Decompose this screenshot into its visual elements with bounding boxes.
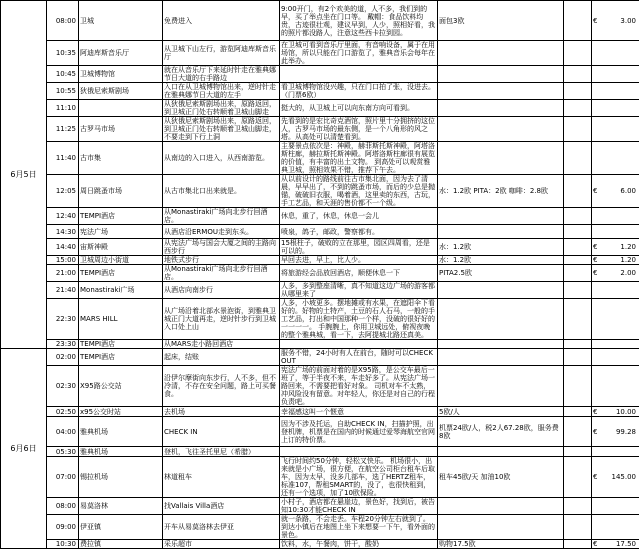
time-cell: 02:00: [47, 349, 79, 366]
place-cell: 易莫洛林: [79, 498, 163, 515]
amount-cell: [592, 299, 639, 340]
notes-cell: 就一条路，不会走丢。车程20分钟左右就到了。 到达小镇后在地图上坐下来想要一下午，看外面的景色。: [280, 515, 438, 540]
place-cell: MARS HILL: [79, 299, 163, 340]
table-row: [1, 349, 639, 366]
table-row: [1, 208, 639, 225]
budget-cell: 面包3欧: [438, 1, 564, 41]
notes-cell: 在卫城可看到音乐厅里面，有音响设备，属于在用场馆，所以只能在门口游览了，雅典音乐会每年在此举办。: [280, 41, 438, 66]
activity-cell: 免费进入: [163, 1, 280, 41]
day-label: 6月5日: [1, 1, 47, 349]
place-cell: 雅典机场: [79, 447, 163, 457]
notes-cell: 饮料，水，午餐肉，饼干，酸奶: [280, 540, 438, 549]
table-row: [1, 142, 639, 175]
activity-cell: 登机，飞往圣托里尼（希腊）: [163, 447, 280, 457]
place-cell: TEMPI酒店: [79, 340, 163, 349]
budget-cell: PITA2.5欧: [438, 265, 564, 282]
table-row: [1, 498, 639, 515]
time-cell: 08:00: [47, 498, 79, 515]
notes-cell: 人多，多到整座清晰，真不知道这边广场的游客都从哪里来了: [280, 282, 438, 299]
place-cell: [79, 100, 163, 117]
notes-cell: 小村子，酒店都在悬崖边，景色好，找到后，被告知10:30才能CHECK IN: [280, 498, 438, 515]
amount-value: 1.20: [620, 256, 636, 264]
currency-symbol: €: [593, 473, 597, 481]
spacer-cell: [564, 340, 592, 349]
spacer-cell: [564, 41, 592, 66]
time-cell: 15:00: [47, 256, 79, 265]
time-cell: 23:30: [47, 340, 79, 349]
table-row: [1, 540, 639, 549]
spacer-cell: [564, 349, 592, 366]
notes-cell: 宪法广场的前面对着的是X95路，是公交车最后一班了，等于半夜不来，车走好多了。从宪法广场一路回来，不需要把看好对象。 司机对车不太熟，冲风险没有留意。对年轻人，你还是对自己的行程负责吧。: [280, 366, 438, 407]
place-cell: 卫城博物馆: [79, 66, 163, 83]
notes-cell: 9:00开门，有2个欢美的道，人不多，我们到的早，买了举点坐在门口等。 戴帽：食品饮料均贵，古迹很壮观，建议早到，人少，照相好看，我的照片都没路人，注意这些西卡拉到园。: [280, 1, 438, 41]
spacer-cell: [564, 366, 592, 407]
spacer-cell: [564, 100, 592, 117]
amount-value: 3.00: [620, 17, 636, 25]
amount-cell: [592, 41, 639, 66]
notes-cell: 从以前设计的路线前往古市集北面，因为去了清晨，早早出了，不到的跳蚤市场，而后的少总是抛锚，破破旧衣服，喝着酒，这里卖的东西，古玩，手工艺品，和天涯的售价都不一个级。: [280, 175, 438, 208]
table-row: [1, 83, 639, 100]
time-cell: 10:35: [47, 41, 79, 66]
spacer-cell: [564, 225, 592, 239]
notes-cell: 因为不涉及托运，自助CHECK IN，扫描护照，出登机牌，机票是在国内的时候通过爱琴海航空官网上订的特价票。: [280, 417, 438, 447]
table-row: [1, 417, 639, 447]
activity-cell: 采乐超市: [163, 540, 280, 549]
notes-cell: 服务不错，24小时有人在前台，随时可以CHECK OUT: [280, 349, 438, 366]
table-row: [1, 1, 639, 41]
activity-cell: 起床，结账: [163, 349, 280, 366]
activity-cell: 从Monastiraki广场向北步行回酒店。: [163, 208, 280, 225]
time-cell: 14:40: [47, 239, 79, 256]
place-cell: 狄俄尼索斯剧场: [79, 83, 163, 100]
time-cell: 05:30: [47, 447, 79, 457]
place-cell: 阿迪库斯音乐厅: [79, 41, 163, 66]
spacer-cell: [564, 282, 592, 299]
place-cell: 卫城周边小街道: [79, 256, 163, 265]
amount-cell: [592, 265, 639, 282]
budget-cell: 租车45欧/天 加油10欧: [438, 457, 564, 498]
activity-cell: 从狄俄尼索斯剧场出来，原路返回，到卫城正门处右转顺着卫城山脚走，不要走到下行上洞: [163, 117, 280, 142]
budget-cell: [438, 498, 564, 515]
place-cell: 宪法广场: [79, 225, 163, 239]
amount-cell: [592, 417, 639, 447]
spacer-cell: [564, 299, 592, 340]
budget-cell: [438, 515, 564, 540]
notes-cell: 早回去进，早上，比人少。: [280, 256, 438, 265]
time-cell: 12:05: [47, 175, 79, 208]
amount-value: 99.28: [616, 428, 636, 436]
time-cell: 02:50: [47, 407, 79, 417]
place-cell: 古市集: [79, 142, 163, 175]
time-cell: 14:30: [47, 225, 79, 239]
amount-cell: [592, 66, 639, 83]
activity-cell: 从南边的入口进入，从西南游览。: [163, 142, 280, 175]
place-cell: 卫城: [79, 1, 163, 41]
amount-value: 1.20: [620, 243, 636, 251]
place-cell: 锡拉机场: [79, 457, 163, 498]
table-row: [1, 515, 639, 540]
activity-cell: 地铁式步行: [163, 256, 280, 265]
activity-cell: 从酒店向南步行: [163, 282, 280, 299]
budget-cell: [438, 100, 564, 117]
amount-value: 10.00: [616, 408, 636, 416]
amount-value: 17.50: [616, 540, 636, 548]
amount-cell: [592, 540, 639, 549]
activity-cell: 沿伊尔摩街向东步行，人不多，但不冷清，不存在安全问题，路上可买餐食。: [163, 366, 280, 407]
amount-cell: [592, 239, 639, 256]
activity-cell: 就在从音乐厅下来延时针走在雅典娜节日大道的右手路边: [163, 66, 280, 83]
activity-cell: 找Vallais Villa酒店: [163, 498, 280, 515]
budget-cell: [438, 208, 564, 225]
table-row: [1, 117, 639, 142]
amount-cell: [592, 515, 639, 540]
time-cell: 09:00: [47, 515, 79, 540]
currency-symbol: €: [593, 256, 597, 264]
spacer-cell: [564, 256, 592, 265]
table-row: [1, 265, 639, 282]
spacer-cell: [564, 175, 592, 208]
budget-cell: 水：1.2欧 PITA：2欧 咖啡：2.8欧: [438, 175, 564, 208]
amount-value: 145.00: [612, 473, 637, 481]
table-row: [1, 100, 639, 117]
budget-cell: 水：1.2欧: [438, 239, 564, 256]
notes-cell: 将旅游经会品放回酒店，顺便休息一下: [280, 265, 438, 282]
notes-cell: 飞行时间约50分钟，轻松又快乐。 机场很小，出来就是小广场，很方便，在航空公司柜台租车后取车，因为太早，没多几部车，选了HERTZ租车，标准107，帮租SMART的，没了，也很快租到，还有一个选项，加了10欧保险。: [280, 457, 438, 498]
notes-cell: 主要景点依次是：神殿，赫菲斯托斯神殿，阿塔洛斯柱廊，赫拉斯托斯神殿。阿塔洛斯柱廊很有展览的价值，有丰富的出土文物。 到高处可以观赏雅典卫城，照相效果不错，推荐下午去。: [280, 142, 438, 175]
spacer-cell: [564, 265, 592, 282]
amount-cell: [592, 1, 639, 41]
amount-cell: [592, 225, 639, 239]
spacer-cell: [564, 540, 592, 549]
budget-cell: [438, 83, 564, 100]
activity-cell: 去机场: [163, 407, 280, 417]
place-cell: 费拉镇: [79, 540, 163, 549]
amount-cell: [592, 256, 639, 265]
table-row: [1, 457, 639, 498]
amount-value: 6.00: [620, 187, 636, 195]
activity-cell: 从广场沿着北部水景泡街，到雅典卫城正门大道再走，逆时针步行到卫城入口处上山: [163, 299, 280, 340]
activity-cell: 从MARS走小路回酒店: [163, 340, 280, 349]
budget-cell: [438, 340, 564, 349]
spacer-cell: [564, 1, 592, 41]
budget-cell: [438, 282, 564, 299]
amount-cell: [592, 208, 639, 225]
notes-cell: [280, 340, 438, 349]
place-cell: Monastiraki广场: [79, 282, 163, 299]
table-row: [1, 225, 639, 239]
table-row: [1, 282, 639, 299]
table-row: [1, 366, 639, 407]
place-cell: 宙斯神殿: [79, 239, 163, 256]
time-cell: 21:00: [47, 265, 79, 282]
time-cell: 12:40: [47, 208, 79, 225]
spacer-cell: [564, 457, 592, 498]
time-cell: 22:30: [47, 299, 79, 340]
time-cell: 11:40: [47, 142, 79, 175]
table-row: [1, 256, 639, 265]
notes-cell: 幸福感这叫一个惬意: [280, 407, 438, 417]
budget-cell: [438, 225, 564, 239]
time-cell: 10:45: [47, 66, 79, 83]
amount-cell: [592, 282, 639, 299]
time-cell: 11:25: [47, 117, 79, 142]
activity-cell: 从宪法广场与国会大厦之间的主路向西步行: [163, 239, 280, 256]
amount-cell: [592, 498, 639, 515]
notes-cell: 人多，小坡更多。摆地摊或有水果，在遮阳伞下看好的。好物的土特产，土豆的石人石马，一般的手工艺品，打出和中国那种一个样，没破的很好好的一一一一。 手腕腕上，你用卫城远处，俯视夜晚的整个雅典城，看一下，去阿提城北路还真美。: [280, 299, 438, 340]
activity-cell: 入口在从卫城博物馆出来，逆时针走在雅典娜节日大道的左手: [163, 83, 280, 100]
activity-cell: 开车从易莫洛林去伊亚: [163, 515, 280, 540]
budget-cell: [438, 349, 564, 366]
spacer-cell: [564, 417, 592, 447]
amount-cell: [592, 340, 639, 349]
budget-cell: [438, 41, 564, 66]
currency-symbol: €: [593, 243, 597, 251]
place-cell: 周日跳蚤市场: [79, 175, 163, 208]
table-row: [1, 299, 639, 340]
budget-cell: 水：1.2欧: [438, 256, 564, 265]
activity-cell: 从卫城下山左行，游览阿迪库斯音乐厅: [163, 41, 280, 66]
currency-symbol: €: [593, 428, 597, 436]
time-cell: 21:40: [47, 282, 79, 299]
amount-cell: [592, 100, 639, 117]
table-row: [1, 340, 639, 349]
notes-cell: 喷泉，鸽子，邮政，警察都有。: [280, 225, 438, 239]
day-label: 6月6日: [1, 349, 47, 549]
time-cell: 07:00: [47, 457, 79, 498]
spacer-cell: [564, 498, 592, 515]
notes-cell: [280, 66, 438, 83]
amount-cell: [592, 175, 639, 208]
place-cell: 雅典机场: [79, 417, 163, 447]
place-cell: 伊亚镇: [79, 515, 163, 540]
spacer-cell: [564, 515, 592, 540]
budget-cell: 5欧/人: [438, 407, 564, 417]
place-cell: x95公交时站: [79, 407, 163, 417]
amount-cell: [592, 142, 639, 175]
amount-value: 2.00: [620, 269, 636, 277]
place-cell: 古罗马市场: [79, 117, 163, 142]
spacer-cell: [564, 208, 592, 225]
time-cell: 04:00: [47, 417, 79, 447]
time-cell: 02:30: [47, 366, 79, 407]
amount-cell: [592, 117, 639, 142]
table-row: [1, 41, 639, 66]
activity-cell: 林道租车: [163, 457, 280, 498]
place-cell: TEMPI酒店: [79, 208, 163, 225]
activity-cell: 从酒店沿ERMOU走到东头。: [163, 225, 280, 239]
currency-symbol: €: [593, 187, 597, 195]
amount-cell: [592, 349, 639, 366]
time-cell: 11:10: [47, 100, 79, 117]
spacer-cell: [564, 83, 592, 100]
budget-cell: 购物17.5欧: [438, 540, 564, 549]
amount-cell: [592, 83, 639, 100]
spacer-cell: [564, 117, 592, 142]
table-row: [1, 66, 639, 83]
budget-cell: 机票24欧/人，税2人67.28欧，服务费8欧: [438, 417, 564, 447]
time-cell: 10:30: [47, 540, 79, 549]
place-cell: TEMPI酒店: [79, 265, 163, 282]
spacer-cell: [564, 407, 592, 417]
budget-cell: [438, 366, 564, 407]
activity-cell: CHECK IN: [163, 417, 280, 447]
spacer-cell: [564, 239, 592, 256]
amount-cell: [592, 407, 639, 417]
place-cell: TEMPI酒店: [79, 349, 163, 366]
activity-cell: 从古市集北口出来就是。: [163, 175, 280, 208]
notes-cell: 挺大的，从卫城上可以向东南方向可看到。: [280, 100, 438, 117]
spacer-cell: [564, 66, 592, 83]
notes-cell: 先看到的是宏比奇克酒馆，照片里十分拥挤的这位人，古罗马市场的最东侧，是一个八角形的风之塔。从高处可以清楚看到。: [280, 117, 438, 142]
currency-symbol: €: [593, 269, 597, 277]
table-row: [1, 175, 639, 208]
time-cell: 08:00: [47, 1, 79, 41]
spacer-cell: [564, 142, 592, 175]
budget-cell: [438, 117, 564, 142]
currency-symbol: €: [593, 540, 597, 548]
notes-cell: 休息，重了，休息，休息一会儿: [280, 208, 438, 225]
activity-cell: 从狄俄尼索斯剧场出来，原路返回，到卫城正门处右转顺着卫城山脚走: [163, 100, 280, 117]
budget-cell: [438, 299, 564, 340]
budget-cell: [438, 66, 564, 83]
budget-cell: [438, 142, 564, 175]
amount-cell: [592, 457, 639, 498]
table-row: [1, 239, 639, 256]
currency-symbol: €: [593, 408, 597, 416]
place-cell: X95路公交站: [79, 366, 163, 407]
currency-symbol: €: [593, 17, 597, 25]
amount-cell: [592, 366, 639, 407]
notes-cell: 看卫城博物馆没兴趣，只在门口拍了张，没进去。（门票6欧）: [280, 83, 438, 100]
activity-cell: 从Monastiraki广场向北步行回酒店。: [163, 265, 280, 282]
time-cell: 10:55: [47, 83, 79, 100]
table-row: [1, 407, 639, 417]
notes-cell: 15根柱子，破败的立在那里，园区四周看，还是可以的。: [280, 239, 438, 256]
